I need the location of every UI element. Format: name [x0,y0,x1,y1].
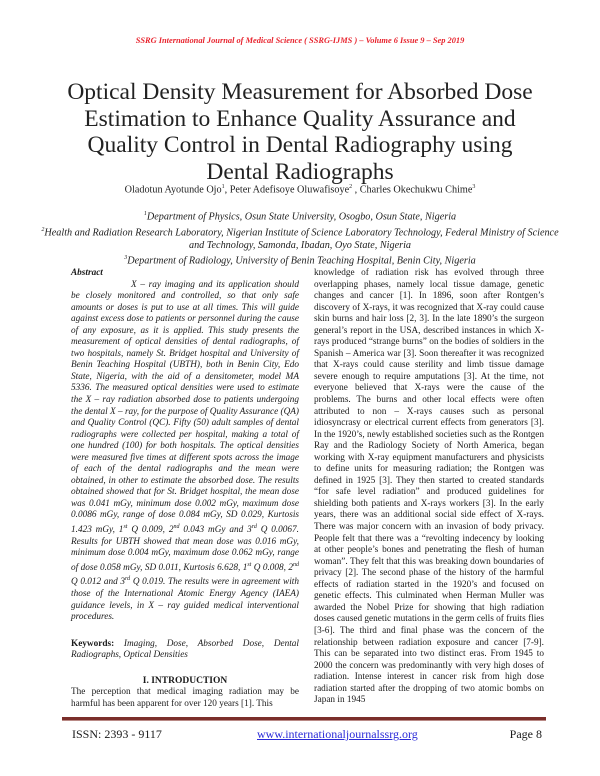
author-name: Charles Okechukwu Chime [359,184,473,196]
keywords-text: Imaging, Dose, Absorbed Dose, Dental Radiographs, Optical Densities [71,638,299,661]
abstract-text: Q 0.009, 2 [127,525,174,536]
ordinal: st [247,561,252,568]
issn-number: ISSN: 2393 - 9117 [72,727,162,741]
affiliation-item [40,224,560,252]
ordinal: nd [293,561,299,568]
affil-text: Department of Radiology, University of Benin Teaching Hospital, Benin City, Nigeria [127,255,476,267]
intro-paragraph: The perception that medical imaging radiation may be harmful has been apparent for over 120 years [1]. This [71,687,299,709]
abstract-label: Abstract [71,268,103,278]
footer-divider [62,717,546,721]
ordinal: rd [251,524,257,531]
affil-mark: 1 [143,211,147,217]
affil-mark: 2 [41,226,45,233]
author-affil-mark: 1 [221,184,225,190]
section-heading-introduction: I. INTRODUCTION [142,675,228,686]
affil-text: Health and Radiation Research Laboratory, Nigerian Institute of Science Laboratory Technology, Federal Ministry of Science and Technology, Samonda, Ibadan, Oyo State, Nigeria [44,227,559,251]
author-list: Oladotun Ayotunde Ojo$^1$, Peter Adefisoye Oluwafisoye$^2$ , Charles Okechukwu Chime$^3$ [124,184,476,196]
left-column [71,268,299,710]
right-column [314,268,544,707]
affiliation-list [40,208,560,268]
ordinal: rd [125,576,131,583]
author-name: Oladotun Ayotunde Ojo [124,184,222,196]
keywords [71,639,299,662]
paper-title: Optical Density Measurement for Absorbed Dose Estimation to Enhance Quality Assurance and Quality Control in Dental Radiography using Dental Radiographs [67,79,533,185]
journal-website-link[interactable]: www.internationaljournalssrg.org [257,727,418,741]
ordinal: st [123,524,128,531]
author-affil-mark: 3 [472,184,476,190]
abstract-text: Q 0.008, 2 [251,562,293,573]
author-name: Peter Adefisoye Oluwafisoye [229,184,350,196]
affiliation-item [40,252,560,268]
abstract-text: Q 0.012 and 3 [71,577,126,588]
abstract-body [71,280,299,624]
abstract-text: Q 0.019. The results were in agreement with those of the International Atomic Energy Agency (IAEA) guidance levels, in X – ray guided medical interventional procedures. [71,577,299,623]
affil-mark: 3 [124,255,128,261]
affiliation-item [40,208,560,224]
abstract-text: X – ray imaging and its application should be closely monitored and controlled, so that only safe amounts or doses is put to use at all times. This will guide against excess dose to patients or personnel during the cause of any exposure, as it is applied. This study presents the measurement of optical densities of dental radiographs, of two hospitals, namely St. Bridget hospital and University of Benin Teaching Hospital (UBTH), both in Benin City, Edo State, Nigeria, with the aid of a densitometer, model MA 5336. The measured optical densities were used to estimate the X – ray radiation absorbed dose to patients undergoing the dental X – ray, for the purpose of Quality Assurance (QA) and Quality Control (QC). Fifty (50) adult samples of dental radiographs were collected per hospital, making a total of one hundred (100) for both hospitals. The optical densities were measured five times at different spots across the image of each of the dental radiographs and the mean were obtained, in other to estimate the absorbed dose. The results obtained showed that for St. Bridget hospital, the mean dose was 0.041 mGy, minimum dose 0.002 mGy, maximum dose 0.0086 mGy, range of dose 0.084 mGy, SD 0.029, Kurtosis 1.423 mGy, 1 [71,279,299,536]
abstract-text: 0.043 mGy and 3 [179,525,252,536]
abstract-text: Q 0.0067. Results for UBTH showed that mean dose was 0.016 mGy, minimum dose 0.004 mGy, maximum dose 0.062 mGy, range of dose 0.058 mGy, SD 0.011, Kurtosis 6.628, 1 [71,525,299,573]
intro-paragraph-continued: knowledge of radiation risk has evolved through three overlapping phases, namely local tissue damage, genetic changes and cancer [1]. In 1896, soon after Rontgen’s discovery of X-rays, it was recognized that X-ray could cause skin burns and hair loss [2, 3]. In the late 1890’s the surgeon general’s report in the USA, described instances in which X-rays produced “strange burns” on the bodies of soldiers in the Spanish – America war [3]. Soon thereafter it was recognized that X-rays could cause sterility and limb tissue damage severe enough to require amputations [3]. At the time, not everyone believed that X-rays were the cause of the problems. The burns and other local effects were often attributed to non – X-rays causes such as personal idiosyncrasy or electrical current effects from generators [3]. In the 1920’s, newly established societies such as the Rontgen Ray and the Radiology Society of North America, began working with X-ray equipment manufacturers and physicists to define units for measuring radiation; the Rontgen was defined in 1925 [3]. They then started to created standards “for safe level radiation” and produced guidelines for shielding both patients and X-rays workers [3]. In the early years, there was an additional social side effect of X-rays. There was major concern with an invasion of body privacy. People felt that there was a “revolting indecency by looking at other people’s bones and penetrating the flesh of human woman”. They felt that this was breaking down boundaries of privacy [2]. The second phase of the history of the harmful effects of radiation started in the 1920’s and focused on genetic effects. This culminated when Herman Muller was awarded the Nobel Prize for showing that high radiation doses caused genetic mutations in the germ cells of fruits flies [3-6]. The third and final phase was the concern of the relationship between radiation exposure and cancer [7-9]. This can be separated into two distinct eras. From 1945 to 2000 the concern was predominantly with very high doses of radiation. Intense interest in cancer risk from high dose radiation started after the dropping of two atomic bombs on Japan in 1945 [314,268,544,706]
author-affil-mark: 2 [349,184,353,190]
ordinal: nd [173,524,180,531]
journal-header: SSRG International Journal of Medical Science ( SSRG-IJMS ) – Volume 6 Issue 9 – Sep 2019 [135,36,465,45]
keywords-label: Keywords: [71,638,115,649]
affil-text: Department of Physics, Osun State University, Osogbo, Osun State, Nigeria [146,211,457,223]
page-number: Page 8 [509,727,542,741]
